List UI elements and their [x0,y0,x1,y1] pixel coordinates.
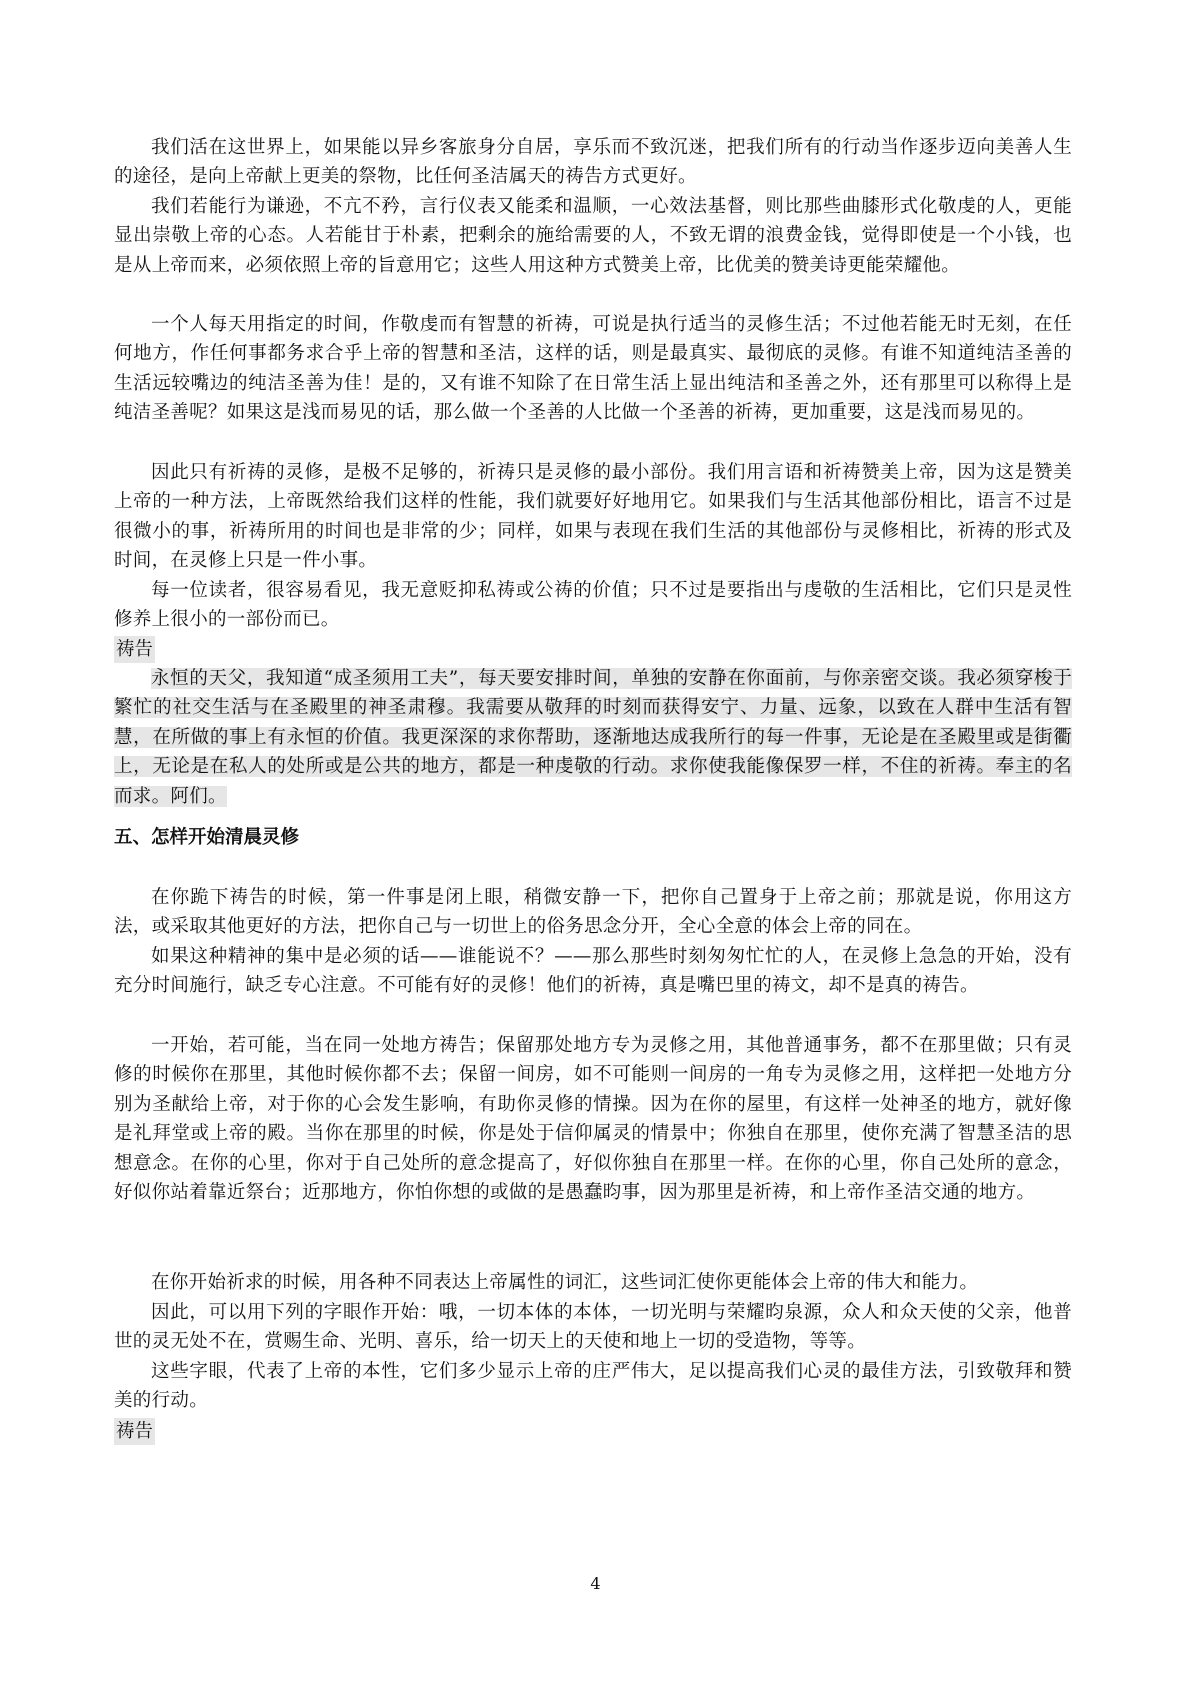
paragraph-9: 在你开始祈求的时候，用各种不同表达上帝属性的词汇，这些词汇使你更能体会上帝的伟大和能力。 [151,1272,979,1293]
paragraph-3: 一个人每天用指定的时间，作敬虔而有智慧的祈祷，可说是执行适当的灵修生活；不过他若能无时无刻，在任何地方，作任何事都务求合乎上帝的智慧和圣洁，这样的话，则是最真实、最彻底的灵修。有谁不知道纯洁圣善的生活远较嘴边的纯洁圣善为佳！是的，又有谁不知除了在日常生活上显出纯洁和圣善之外，还有那里可以称得上是纯洁圣善呢？如果这是浅而易见的话，那么做一个圣善的人比做一个圣善的祈祷，更加重要，这是浅而易见的。 [114,314,1072,424]
prayer-text: 永恒的天父，我知道“成圣须用工夫”，每天要安排时间，单独的安静在你面前，与你亲密交谈。我必须穿梭于繁忙的社交生活与在圣殿里的神圣肃穆。我需要从敬拜的时刻而获得安宁、力量、远象，以致在人群中生活有智慧，在所做的事上有永恒的价值。我更深深的求你帮助，逐渐地达成我所行的每一件事，无论是在圣殿里或是街衢上，无论是在私人的处所或是公共的地方，都是一种虔敬的行动。求你使我能像保罗一样，不住的祈祷。奉主的名而求。阿们。 [114,668,1072,807]
page-number: 4 [590,1574,601,1593]
paragraph-10: 因此，可以用下列的字眼作开始：哦，一切本体的本体，一切光明与荣耀昀泉源，众人和众天使的父亲，他普世的灵无处不在，赏赐生命、光明、喜乐，给一切天上的天使和地上一切的受造物，等等。 [114,1302,1072,1353]
paragraph-5: 每一位读者，很容易看见，我无意贬抑私祷或公祷的价值；只不过是要指出与虔敬的生活相比，它们只是灵性修养上很小的一部份而已。 [114,580,1072,631]
prayer-label-2: 祷告 [114,1418,155,1445]
paragraph-6: 在你跪下祷告的时候，第一件事是闭上眼，稍微安静一下，把你自己置身于上帝之前；那就是说，你用这方法，或采取其他更好的方法，把你自己与一切世上的俗务思念分开，全心全意的体会上帝的同在。 [114,887,1072,938]
paragraph-8: 一开始，若可能，当在同一处地方祷告；保留那处地方专为灵修之用，其他普通事务，都不在那里做；只有灵修的时候你在那里，其他时候你都不去；保留一间房，如不可能则一间房的一角专为灵修之用，这样把一处地方分别为圣献给上帝，对于你的心会发生影响，有助你灵修的情操。因为在你的屋里，有这样一处神圣的地方，就好像是礼拜堂或上帝的殿。当你在那里的时候，你是处于信仰属灵的情景中；你独自在那里，使你充满了智慧圣洁的思想意念。在你的心里，你对于自己处所的意念提高了，好似你独自在那里一样。在你的心里，你自己处所的意念，好似你站着靠近祭台；近那地方，你怕你想的或做的是愚蠢昀事，因为那里是祈祷，和上帝作圣洁交通的地方。 [114,1035,1072,1204]
section-heading: 五、怎样开始清晨灵修 [114,827,300,848]
paragraph-4: 因此只有祈祷的灵修，是极不足够的，祈祷只是灵修的最小部份。我们用言语和祈祷赞美上帝，因为这是赞美上帝的一种方法，上帝既然给我们这样的性能，我们就要好好地用它。如果我们与生活其他部份相比，语言不过是很微小的事，祈祷所用的时间也是非常的少；同样，如果与表现在我们生活的其他部份与灵修相比，祈祷的形式及时间，在灵修上只是一件小事。 [114,462,1072,572]
paragraph-1: 我们活在这世界上，如果能以异乡客旅身分自居，享乐而不致沉迷，把我们所有的行动当作逐步迈向美善人生的途径，是向上帝献上更美的祭物，比任何圣洁属天的祷告方式更好。 [114,137,1072,188]
prayer-paragraph [114,664,1072,811]
paragraph-7: 如果这种精神的集中是必须的话——谁能说不？——那么那些时刻匆匆忙忙的人，在灵修上急急的开始，没有充分时间施行，缺乏专心注意。不可能有好的灵修！他们的祈祷，真是嘴巴里的祷文，却不是真的祷告。 [114,946,1072,997]
paragraph-11: 这些字眼，代表了上帝的本性，它们多少显示上帝的庄严伟大，足以提高我们心灵的最佳方法，引致敬拜和赞美的行动。 [114,1361,1072,1412]
prayer-label: 祷告 [114,636,155,663]
paragraph-2: 我们若能行为谦逊，不亢不矜，言行仪表又能柔和温顺，一心效法基督，则比那些曲膝形式化敬虔的人，更能显出崇敬上帝的心态。人若能甘于朴素，把剩余的施给需要的人，不致无谓的浪费金钱，觉得即使是一个小钱，也是从上帝而来，必须依照上帝的旨意用它；这些人用这种方式赞美上帝，比优美的赞美诗更能荣耀他。 [114,196,1072,276]
